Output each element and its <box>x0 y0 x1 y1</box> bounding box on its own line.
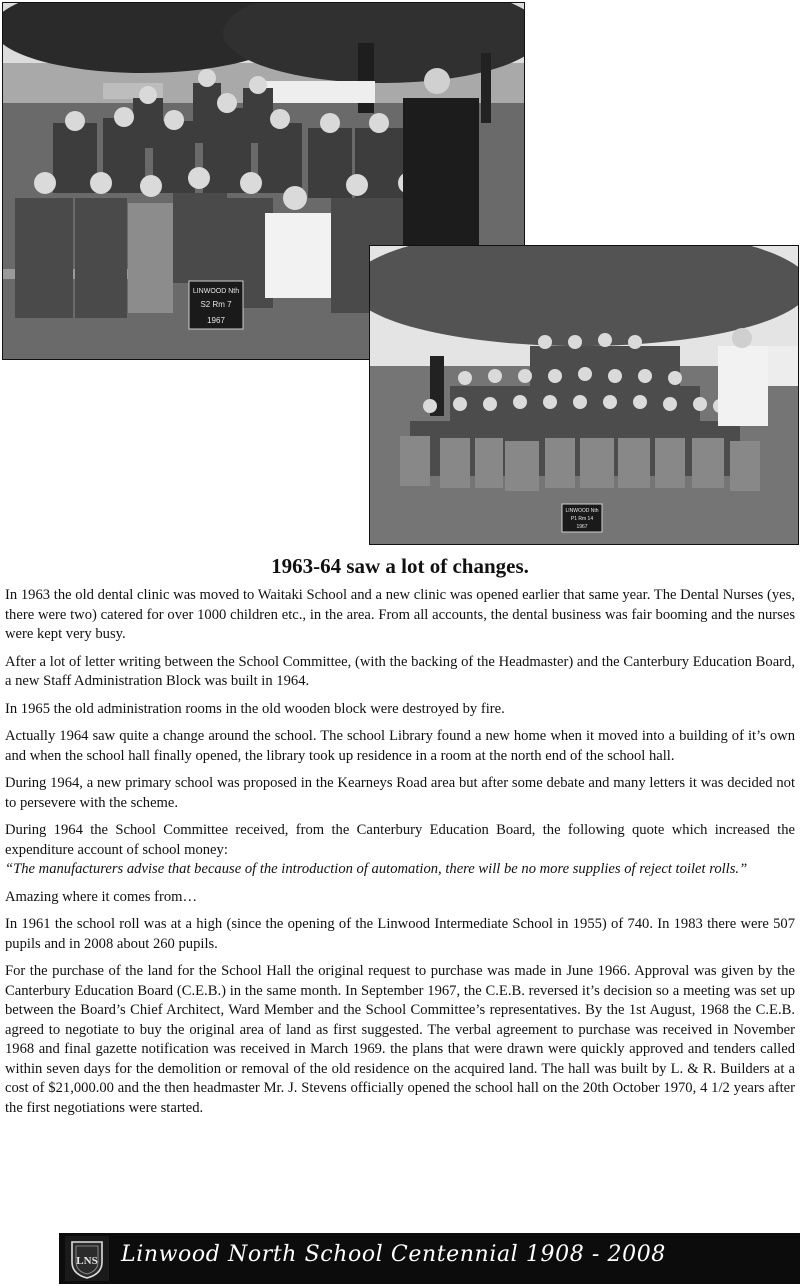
sign2-line-2: P1 Rm 14 <box>570 516 594 522</box>
paragraph-school-roll: In 1961 the school roll was at a high (since the opening of the Linwood Intermediate School in 1955) of 740. In 1983 there were 507 pupils and in 2008 about 260 pupils. <box>5 916 795 952</box>
sign-line-2: S2 Rm 7 <box>200 300 232 309</box>
paragraph-amazing: Amazing where it comes from… <box>5 888 198 905</box>
class-photo-2-image <box>370 246 798 544</box>
paragraph-quote: “The manufacturers advise that because of the introduction of automation, there will be no more supplies of reject toilet rolls.” <box>5 861 748 877</box>
article-heading: 1963-64 saw a lot of changes. <box>271 554 529 578</box>
sign2-line-3: 1967 <box>576 524 588 530</box>
paragraph-library: Actually 1964 saw quite a change around the school. The school Library found a new home when it moved into a building of it’s own and when the school hall finally opened, the library took up residence in a room at the north end of the school hall. <box>5 728 795 764</box>
article-body <box>5 586 795 1126</box>
paragraph-fire: In 1965 the old administration rooms in the old wooden block were destroyed by fire. <box>5 700 505 717</box>
svg-text:LNS: LNS <box>76 1255 98 1267</box>
sign2-line-1: LINWOOD Nth <box>565 508 599 514</box>
paragraph-quote-intro: During 1964 the School Committee received, from the Canterbury Education Board, the following quote which increased the expenditure account of school money: <box>5 822 795 858</box>
sign-line-1: LINWOOD Nth <box>192 288 240 295</box>
paragraph-kearneys-road: During 1964, a new primary school was proposed in the Kearneys Road area but after some debate and many letters it was decided not to persevere with the scheme. <box>5 775 795 811</box>
paragraph-school-hall: For the purchase of the land for the School Hall the original request to purchase was made in June 1966. Approval was given by the Canterbury Education Board (C.E.B.) in the same month. In September 1967, the C.E.B. reversed it’s decision so a meeting was set up between the Board’s Chief Architect, Ward Member and the School Committee’s representatives. By the 1st August, 1968 the C.E.B. agreed to negotiate to buy the original area of land as first suggested. The verbal agreement to purchase was received in November 1968 and final gazette notification was received in March 1969. the plans that were drawn were quickly approved and tenders called within seven days for the demolition or removal of the old residence on the acquired land. The hall was built by L. & R. Builders at a cost of $21,000.00 and the then headmaster Mr. J. Stevens officially opened the school hall on the 20th October 1970, 4 1/2 years after the first negotiations were started. <box>5 963 795 1116</box>
footer-banner <box>59 1233 800 1284</box>
sign-line-3: 1967 <box>207 316 225 325</box>
footer-title: Linwood North School Centennial 1908 - 2008 <box>121 1242 666 1267</box>
school-crest-logo <box>65 1236 109 1281</box>
paragraph-admin-block: After a lot of letter writing between the School Committee, (with the backing of the Headmaster) and the Canterbury Education Board, a new Staff Administration Block was built in 1964. <box>5 653 795 689</box>
class-photo-1967-p1-room14 <box>369 245 799 545</box>
paragraph-dental-clinic: In 1963 the old dental clinic was moved to Waitaki School and a new clinic was opened earlier that same year. The Dental Nurses (yes, there were two) catered for over 1000 children etc., in the area. From all accounts, the dental business was fair booming and the nurses were kept very busy. <box>5 587 795 642</box>
